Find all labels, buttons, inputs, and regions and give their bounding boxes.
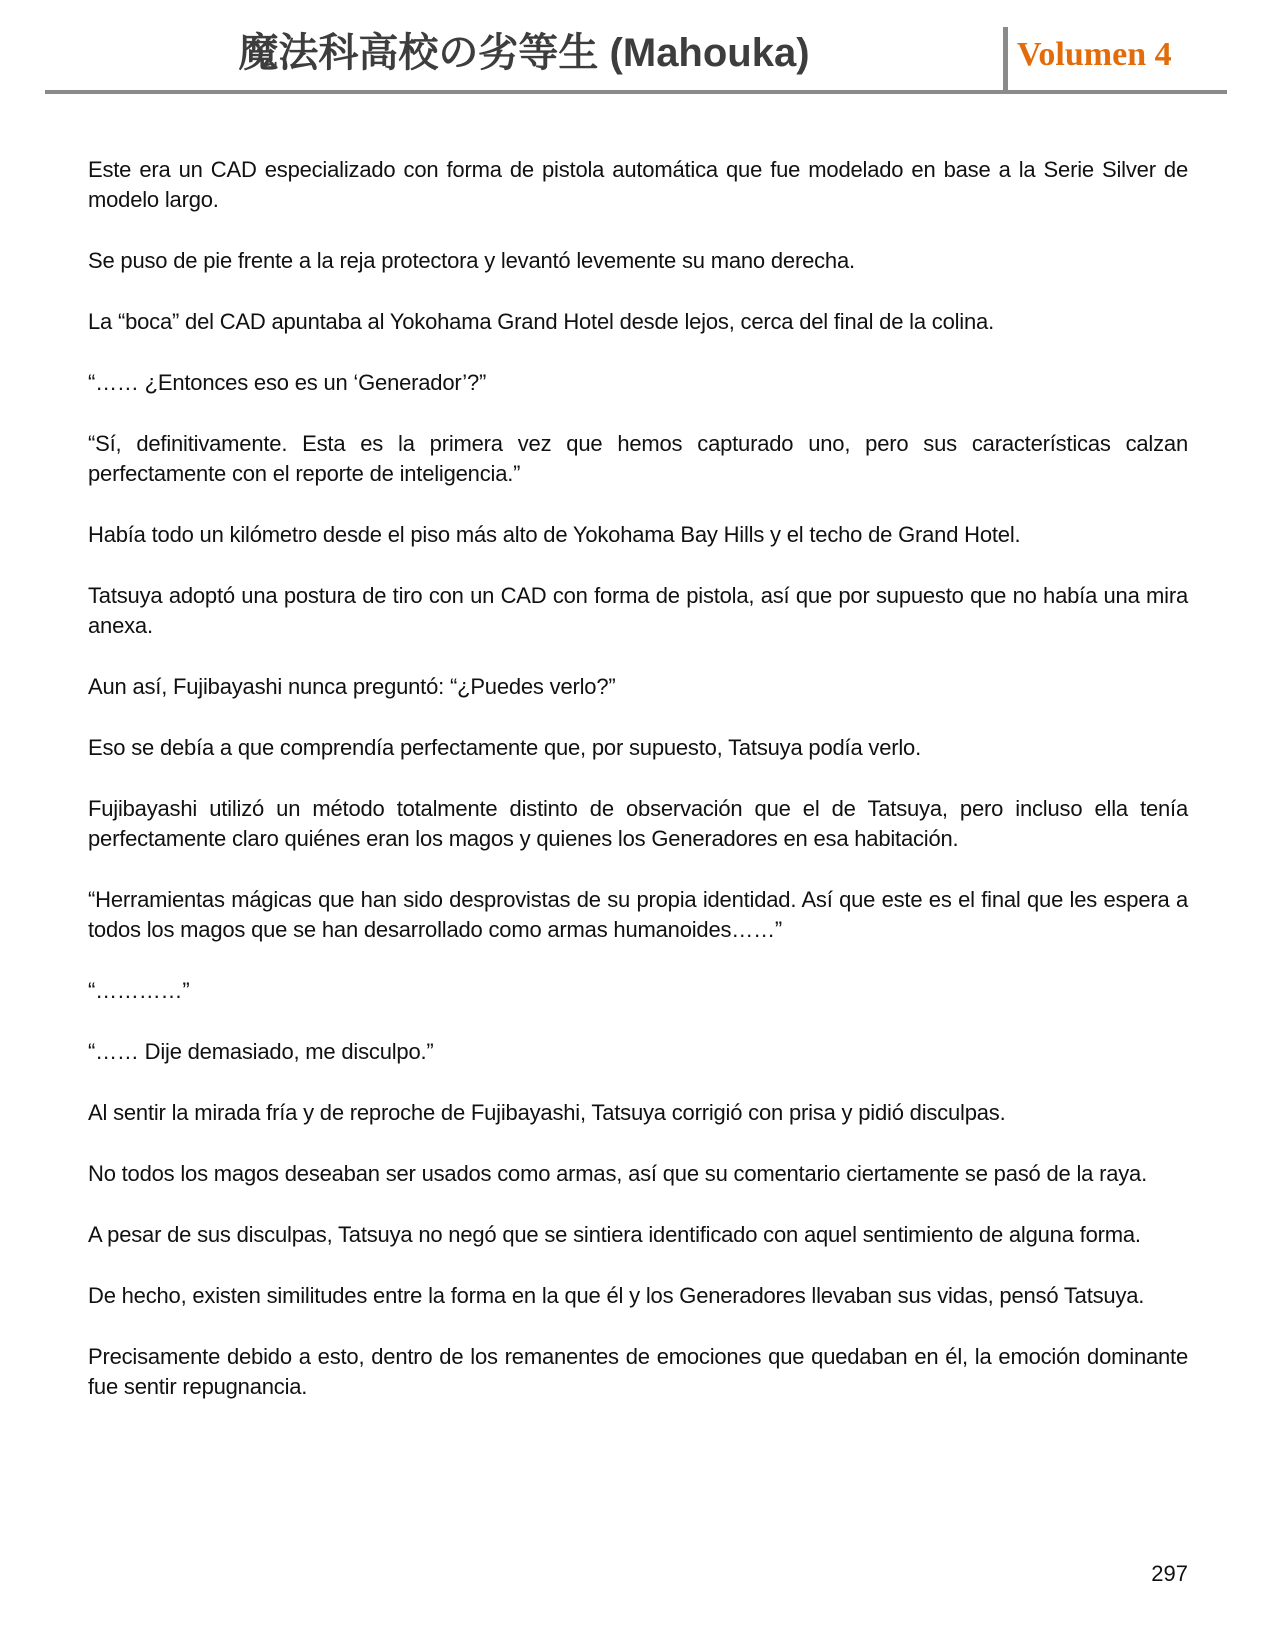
paragraph: Había todo un kilómetro desde el piso más alto de Yokohama Bay Hills y el techo de Grand Hotel. — [88, 522, 1021, 547]
paragraph: Tatsuya adoptó una postura de tiro con un CAD con forma de pistola, así que por supuesto que no había una mira anexa. — [88, 583, 1188, 638]
paragraph: La “boca” del CAD apuntaba al Yokohama Grand Hotel desde lejos, cerca del final de la colina. — [88, 309, 994, 334]
paragraph: Aun así, Fujibayashi nunca preguntó: “¿Puedes verlo?” — [88, 674, 616, 699]
paragraph: No todos los magos deseaban ser usados como armas, así que su comentario ciertamente se pasó de la raya. — [88, 1161, 1148, 1186]
paragraph: A pesar de sus disculpas, Tatsuya no negó que se sintiera identificado con aquel sentimiento de alguna forma. — [88, 1222, 1141, 1247]
paragraph: “…… ¿Entonces eso es un ‘Generador’?” — [88, 370, 487, 395]
paragraph: “Herramientas mágicas que han sido desprovistas de su propia identidad. Así que este es el final que les espera a todos los magos que se han desarrollado como armas humanoides……” — [88, 887, 1188, 942]
paragraph: “…… Dije demasiado, me disculpo.” — [88, 1039, 434, 1064]
paragraph: De hecho, existen similitudes entre la forma en la que él y los Generadores llevaban sus vidas, pensó Tatsuya. — [88, 1283, 1145, 1308]
paragraph: “Sí, definitivamente. Esta es la primera vez que hemos capturado uno, pero sus características calzan perfectamente con el reporte de inteligencia.” — [88, 431, 1188, 486]
page-number: 297 — [1151, 1561, 1188, 1586]
paragraph: Precisamente debido a esto, dentro de los remanentes de emociones que quedaban en él, la emoción dominante fue sentir repugnancia. — [88, 1344, 1188, 1399]
page-header-title: 魔法科高校の劣等生 (Mahouka) — [238, 31, 810, 75]
paragraph: Este era un CAD especializado con forma de pistola automática que fue modelado en base a la Serie Silver de modelo largo. — [88, 157, 1188, 212]
paragraph: Se puso de pie frente a la reja protectora y levantó levemente su mano derecha. — [88, 248, 855, 273]
volume-label: Volumen 4 — [1017, 36, 1172, 73]
paragraph: Eso se debía a que comprendía perfectamente que, por supuesto, Tatsuya podía verlo. — [88, 735, 921, 760]
paragraph: Fujibayashi utilizó un método totalmente distinto de observación que el de Tatsuya, pero incluso ella tenía perfectamente claro quiénes eran los magos y quienes los Generadores en esa habitación. — [88, 796, 1188, 851]
paragraph: “…………” — [88, 978, 190, 1003]
paragraph: Al sentir la mirada fría y de reproche de Fujibayashi, Tatsuya corrigió con prisa y pidió disculpas. — [88, 1100, 1006, 1125]
header-horizontal-rule — [45, 90, 1227, 94]
header-vertical-divider — [1003, 27, 1008, 90]
body-text — [88, 155, 1188, 1433]
